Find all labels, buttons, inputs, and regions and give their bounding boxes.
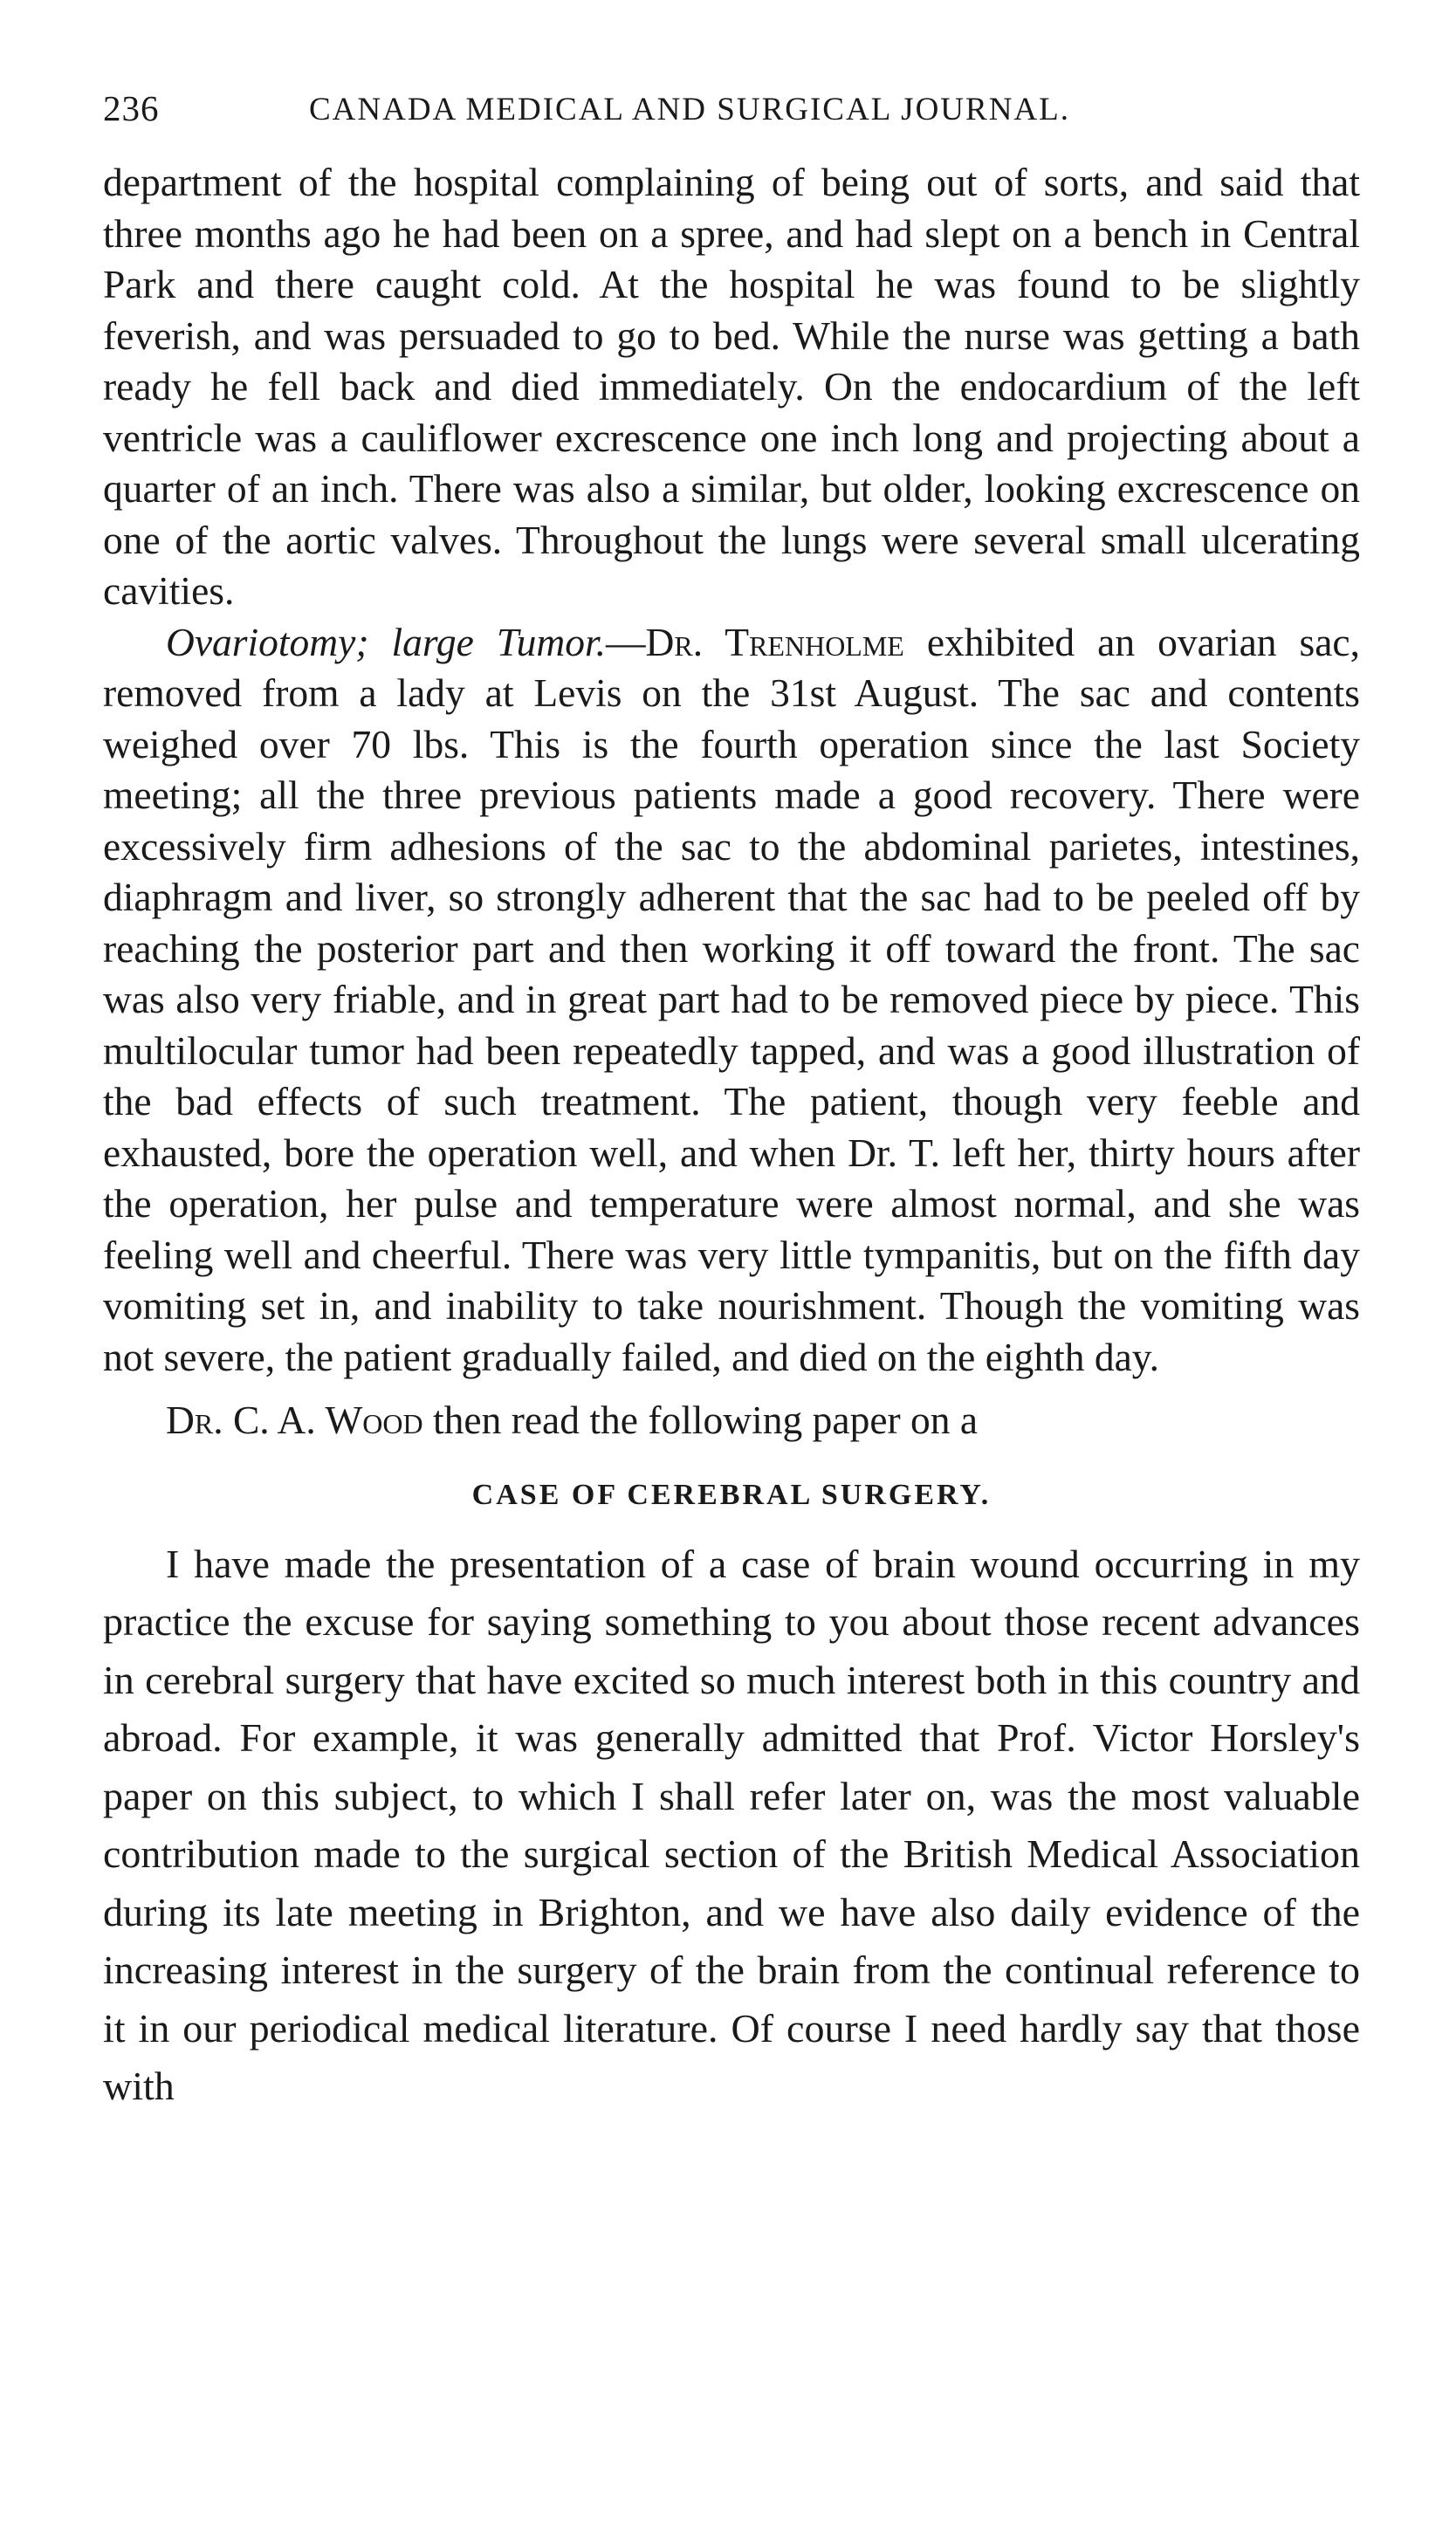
paper-text bbox=[103, 1535, 1360, 2116]
speaker-name: —Dr. Trenholme bbox=[606, 619, 904, 664]
journal-title: CANADA MEDICAL AND SURGICAL JOURNAL. bbox=[309, 92, 1070, 127]
journal-page bbox=[103, 87, 1360, 2116]
section-heading: CASE OF CEREBRAL SURGERY. bbox=[471, 1478, 992, 1511]
case-description: exhibited an ovarian sac, removed from a lady at Levis on the 31st August. The sac and contents weighed over 70 lbs. This is the fourth operation since the last Society meeting; all the three previous patients made a good recovery. There were excessively firm adhesions of the sac to the abdominal parietes, intestines, diaphragm and liver, so strongly adherent that the sac had to be peeled off by reaching the posterior part and then working it off toward the front. The sac was also very friable, and in great part had to be removed piece by piece. This multilocular tumor had been repeatedly tapped, and was a good illustration of the bad effects of such treatment. The patient, though very feeble and exhausted, bore the operation well, and when Dr. T. left her, thirty hours after the operation, her pulse and temperature were almost normal, and she was feeling well and cheerful. There was very little tympanitis, but on the fifth day vomiting set in, and inability to take nourishment. Though the vomiting was not severe, the patient gradually failed, and died on the eighth day. bbox=[103, 619, 1360, 1379]
intro-text: then read the following paper on a bbox=[422, 1398, 979, 1442]
page-number: 236 bbox=[103, 88, 160, 128]
paragraph-continued-case: department of the hospital complaining of being out of sorts, and said that three months ago he had been on a spree, and had slept on a bench in Central Park and there caught cold. At the hospital he was found to be slightly feverish, and was persuaded to go to bed. While the nurse was getting a bath ready he fell back and died immediately. On the endocardium of the left ventricle was a cauliflower excrescence one inch long and projecting about a quarter of an inch. There was also a similar, but older, looking excrescence on one of the aortic valves. Throughout the lungs were several small ulcerating cavities. bbox=[103, 160, 1360, 613]
paragraph-ovariotomy bbox=[103, 617, 1360, 1384]
author-name: Dr. C. A. Wood bbox=[166, 1398, 423, 1442]
report-text bbox=[103, 157, 1360, 1383]
paragraph-paper-opening: I have made the presentation of a case of brain wound occurring in my practice the excuse for saying something to you about those recent advances in cerebral surgery that have excited so much interest both in this country and abroad. For example, it was generally admitted that Prof. Victor Horsley's paper on this subject, to which I shall refer later on, was the most valuable contribution made to the surgical section of the British Medical Association during its late meeting in Brighton, and we have also daily evidence of the increasing interest in the surgery of the brain from the continual reference to it in our periodical medical literature. Of course I need hardly say that those with bbox=[103, 1541, 1360, 2108]
case-title: Ovariotomy; large Tumor. bbox=[166, 619, 607, 664]
running-header bbox=[103, 87, 1360, 140]
paper-introduction bbox=[103, 1395, 1360, 1446]
